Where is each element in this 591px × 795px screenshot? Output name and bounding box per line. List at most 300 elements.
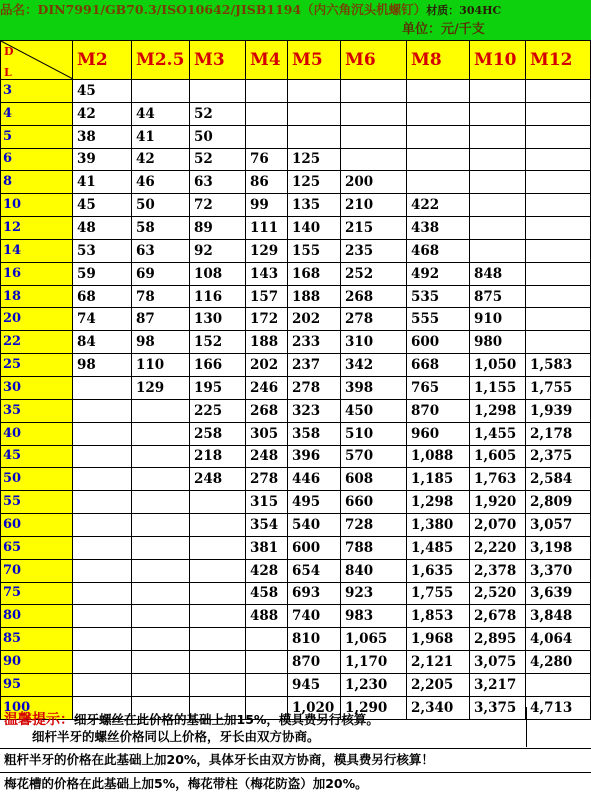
length-cell: 8 — [1, 171, 73, 194]
price-cell: 398 — [341, 376, 407, 399]
price-cell: 143 — [246, 262, 288, 285]
length-cell: 100 — [1, 696, 73, 719]
table-row — [1, 217, 591, 240]
price-cell: 125 — [288, 171, 341, 194]
price-cell: 41 — [132, 125, 190, 148]
price-cell: 2,178 — [526, 422, 591, 445]
price-cell: 3,217 — [470, 673, 526, 696]
price-cell: 50 — [190, 125, 246, 148]
price-cell: 87 — [132, 308, 190, 331]
price-cell: 342 — [341, 354, 407, 377]
length-cell: 45 — [1, 445, 73, 468]
price-cell — [132, 605, 190, 628]
table-row — [1, 331, 591, 354]
product-label: 品名：DIN7991/GB70.3/ISO10642/JISB1194（内六角沉头机螺钉） — [0, 2, 427, 17]
price-cell: 1,635 — [407, 559, 470, 582]
length-cell: 20 — [1, 308, 73, 331]
price-cell — [341, 125, 407, 148]
price-cell — [73, 376, 132, 399]
price-cell: 2,378 — [470, 559, 526, 582]
price-cell: 278 — [246, 468, 288, 491]
price-cell: 2,678 — [470, 605, 526, 628]
length-label: L — [4, 66, 12, 79]
price-cell: 268 — [246, 399, 288, 422]
price-cell — [190, 80, 246, 103]
price-cell — [341, 80, 407, 103]
length-cell: 4 — [1, 102, 73, 125]
price-cell — [73, 399, 132, 422]
price-cell: 870 — [288, 651, 341, 674]
price-cell — [190, 605, 246, 628]
price-cell: 268 — [341, 285, 407, 308]
price-cell — [526, 80, 591, 103]
price-cell — [132, 651, 190, 674]
price-cell: 248 — [246, 445, 288, 468]
table-row — [1, 559, 591, 582]
price-cell: 600 — [288, 536, 341, 559]
length-cell: 70 — [1, 559, 73, 582]
price-cell: 202 — [288, 308, 341, 331]
price-cell: 358 — [288, 422, 341, 445]
length-cell: 6 — [1, 148, 73, 171]
price-cell: 960 — [407, 422, 470, 445]
price-cell: 111 — [246, 217, 288, 240]
table-row — [1, 605, 591, 628]
price-cell — [73, 651, 132, 674]
length-cell: 40 — [1, 422, 73, 445]
price-cell — [132, 514, 190, 537]
price-table — [0, 40, 591, 720]
price-cell: 248 — [190, 468, 246, 491]
price-cell: 52 — [190, 102, 246, 125]
price-cell: 218 — [190, 445, 246, 468]
price-cell: 555 — [407, 308, 470, 331]
price-cell: 258 — [190, 422, 246, 445]
length-cell: 14 — [1, 239, 73, 262]
price-cell: 1,605 — [470, 445, 526, 468]
price-cell: 1,170 — [341, 651, 407, 674]
price-cell — [341, 102, 407, 125]
price-cell: 495 — [288, 491, 341, 514]
price-cell: 215 — [341, 217, 407, 240]
size-header: M12 — [526, 41, 591, 80]
price-cell — [407, 102, 470, 125]
price-cell: 39 — [73, 148, 132, 171]
price-cell — [73, 491, 132, 514]
length-cell: 60 — [1, 514, 73, 537]
size-header: M2 — [73, 41, 132, 80]
price-cell — [73, 673, 132, 696]
price-cell — [470, 125, 526, 148]
price-cell — [526, 148, 591, 171]
price-cell: 600 — [407, 331, 470, 354]
price-cell: 1,939 — [526, 399, 591, 422]
price-cell: 52 — [190, 148, 246, 171]
price-cell — [73, 536, 132, 559]
price-cell — [526, 331, 591, 354]
price-cell — [470, 239, 526, 262]
price-cell: 4,280 — [526, 651, 591, 674]
length-cell: 12 — [1, 217, 73, 240]
table-row — [1, 673, 591, 696]
price-cell: 125 — [288, 148, 341, 171]
price-cell: 45 — [73, 80, 132, 103]
table-row — [1, 148, 591, 171]
price-cell — [190, 651, 246, 674]
price-cell — [132, 536, 190, 559]
length-cell: 80 — [1, 605, 73, 628]
price-cell — [526, 217, 591, 240]
price-cell: 2,520 — [470, 582, 526, 605]
price-cell: 38 — [73, 125, 132, 148]
price-cell: 252 — [341, 262, 407, 285]
price-cell: 129 — [246, 239, 288, 262]
table-row — [1, 80, 591, 103]
price-cell — [190, 491, 246, 514]
length-cell: 3 — [1, 80, 73, 103]
length-cell: 25 — [1, 354, 73, 377]
price-cell: 870 — [407, 399, 470, 422]
price-cell: 910 — [470, 308, 526, 331]
length-cell: 55 — [1, 491, 73, 514]
price-cell: 2,205 — [407, 673, 470, 696]
length-cell: 16 — [1, 262, 73, 285]
price-cell: 3,075 — [470, 651, 526, 674]
price-cell: 157 — [246, 285, 288, 308]
price-cell — [407, 80, 470, 103]
price-cell: 188 — [246, 331, 288, 354]
price-cell: 1,920 — [470, 491, 526, 514]
price-cell: 765 — [407, 376, 470, 399]
price-cell — [132, 399, 190, 422]
price-cell: 135 — [288, 194, 341, 217]
size-header: M2.5 — [132, 41, 190, 80]
price-cell: 58 — [132, 217, 190, 240]
price-cell — [407, 125, 470, 148]
price-cell — [407, 148, 470, 171]
price-cell: 41 — [73, 171, 132, 194]
price-cell — [341, 148, 407, 171]
price-cell — [526, 262, 591, 285]
price-cell: 210 — [341, 194, 407, 217]
price-cell: 48 — [73, 217, 132, 240]
price-cell: 446 — [288, 468, 341, 491]
table-row — [1, 262, 591, 285]
price-cell: 3,639 — [526, 582, 591, 605]
price-cell: 2,895 — [470, 628, 526, 651]
price-cell: 492 — [407, 262, 470, 285]
price-cell: 3,370 — [526, 559, 591, 582]
price-cell: 2,340 — [407, 696, 470, 719]
price-cell: 848 — [470, 262, 526, 285]
price-cell: 305 — [246, 422, 288, 445]
price-cell: 983 — [341, 605, 407, 628]
price-cell: 693 — [288, 582, 341, 605]
price-cell: 78 — [132, 285, 190, 308]
price-cell — [132, 80, 190, 103]
price-cell — [190, 559, 246, 582]
price-cell: 278 — [288, 376, 341, 399]
divider — [526, 707, 527, 747]
header-row — [1, 41, 591, 80]
price-cell — [526, 673, 591, 696]
price-cell — [73, 628, 132, 651]
price-cell: 668 — [407, 354, 470, 377]
price-cell: 86 — [246, 171, 288, 194]
unit-bar — [0, 20, 591, 40]
price-cell: 1,485 — [407, 536, 470, 559]
price-cell — [246, 125, 288, 148]
price-cell: 396 — [288, 445, 341, 468]
length-cell: 50 — [1, 468, 73, 491]
price-cell: 152 — [190, 331, 246, 354]
note-torx: 梅花槽的价格在此基础上加5%，梅花带柱（梅花防盗）加20%。 — [0, 772, 591, 795]
price-cell — [246, 80, 288, 103]
price-cell: 246 — [246, 376, 288, 399]
price-cell: 810 — [288, 628, 341, 651]
price-cell: 1,290 — [341, 696, 407, 719]
price-cell — [288, 102, 341, 125]
price-cell: 310 — [341, 331, 407, 354]
price-cell: 92 — [190, 239, 246, 262]
tip-line-1: 细牙螺丝在此价格的基础上加15%，模具费另行核算。 — [74, 712, 379, 727]
price-cell: 3,375 — [470, 696, 526, 719]
price-cell: 2,070 — [470, 514, 526, 537]
length-cell: 18 — [1, 285, 73, 308]
price-cell: 510 — [341, 422, 407, 445]
price-cell: 458 — [246, 582, 288, 605]
price-cell: 450 — [341, 399, 407, 422]
table-row — [1, 628, 591, 651]
price-cell — [190, 514, 246, 537]
price-cell — [246, 102, 288, 125]
price-cell: 172 — [246, 308, 288, 331]
price-cell: 2,220 — [470, 536, 526, 559]
price-cell — [73, 559, 132, 582]
table-row — [1, 194, 591, 217]
price-cell — [73, 445, 132, 468]
price-cell: 660 — [341, 491, 407, 514]
length-cell: 65 — [1, 536, 73, 559]
price-cell: 98 — [73, 354, 132, 377]
length-cell: 10 — [1, 194, 73, 217]
price-cell — [246, 673, 288, 696]
note-half-thread: 粗杆半牙的价格在此基础上加20%，具体牙长由双方协商，模具费另行核算！ — [0, 748, 591, 771]
price-cell: 69 — [132, 262, 190, 285]
price-cell: 945 — [288, 673, 341, 696]
price-cell: 428 — [246, 559, 288, 582]
price-cell: 1,020 — [288, 696, 341, 719]
price-cell: 354 — [246, 514, 288, 537]
price-cell — [73, 514, 132, 537]
table-row — [1, 285, 591, 308]
price-cell: 166 — [190, 354, 246, 377]
price-cell: 2,809 — [526, 491, 591, 514]
price-cell: 225 — [190, 399, 246, 422]
price-cell — [132, 559, 190, 582]
price-cell: 488 — [246, 605, 288, 628]
price-cell — [190, 582, 246, 605]
table-row — [1, 582, 591, 605]
price-cell — [132, 468, 190, 491]
table-row — [1, 491, 591, 514]
price-cell: 923 — [341, 582, 407, 605]
price-cell — [470, 194, 526, 217]
table-row — [1, 125, 591, 148]
price-cell — [132, 628, 190, 651]
price-cell: 108 — [190, 262, 246, 285]
price-cell: 195 — [190, 376, 246, 399]
price-cell: 4,713 — [526, 696, 591, 719]
size-header: M4 — [246, 41, 288, 80]
length-cell: 85 — [1, 628, 73, 651]
size-header: M5 — [288, 41, 341, 80]
price-cell — [526, 285, 591, 308]
price-cell: 3,057 — [526, 514, 591, 537]
price-cell: 98 — [132, 331, 190, 354]
price-cell — [190, 673, 246, 696]
tip-label: 温馨提示： — [4, 712, 74, 728]
price-cell: 1,583 — [526, 354, 591, 377]
table-row — [1, 239, 591, 262]
price-cell — [526, 171, 591, 194]
price-cell: 1,853 — [407, 605, 470, 628]
price-cell: 1,755 — [407, 582, 470, 605]
price-cell — [132, 445, 190, 468]
price-cell: 42 — [132, 148, 190, 171]
price-cell — [73, 605, 132, 628]
price-cell: 1,230 — [341, 673, 407, 696]
size-header: M8 — [407, 41, 470, 80]
price-cell — [470, 102, 526, 125]
price-cell: 129 — [132, 376, 190, 399]
price-cell: 45 — [73, 194, 132, 217]
price-cell: 278 — [341, 308, 407, 331]
price-cell: 200 — [341, 171, 407, 194]
length-cell: 75 — [1, 582, 73, 605]
price-cell — [246, 651, 288, 674]
price-cell — [526, 308, 591, 331]
price-cell: 381 — [246, 536, 288, 559]
price-cell: 140 — [288, 217, 341, 240]
price-cell: 89 — [190, 217, 246, 240]
price-cell: 980 — [470, 331, 526, 354]
price-cell: 438 — [407, 217, 470, 240]
length-cell: 35 — [1, 399, 73, 422]
price-cell: 76 — [246, 148, 288, 171]
price-cell: 63 — [190, 171, 246, 194]
price-cell: 84 — [73, 331, 132, 354]
length-cell: 22 — [1, 331, 73, 354]
table-row — [1, 445, 591, 468]
price-cell: 788 — [341, 536, 407, 559]
price-cell — [526, 194, 591, 217]
price-cell — [407, 171, 470, 194]
price-cell: 59 — [73, 262, 132, 285]
table-row — [1, 536, 591, 559]
price-cell: 99 — [246, 194, 288, 217]
price-cell: 2,375 — [526, 445, 591, 468]
price-cell: 422 — [407, 194, 470, 217]
price-cell: 155 — [288, 239, 341, 262]
price-cell — [132, 422, 190, 445]
table-row — [1, 468, 591, 491]
title-bar — [0, 0, 591, 20]
diameter-label: D — [4, 45, 14, 58]
price-cell: 840 — [341, 559, 407, 582]
price-cell — [73, 468, 132, 491]
price-cell: 110 — [132, 354, 190, 377]
table-row — [1, 354, 591, 377]
price-cell: 1,380 — [407, 514, 470, 537]
price-cell: 1,755 — [526, 376, 591, 399]
price-cell: 4,064 — [526, 628, 591, 651]
price-cell: 68 — [73, 285, 132, 308]
price-cell: 50 — [132, 194, 190, 217]
price-cell: 1,298 — [470, 399, 526, 422]
price-cell: 168 — [288, 262, 341, 285]
price-cell: 535 — [407, 285, 470, 308]
table-row — [1, 399, 591, 422]
price-cell: 740 — [288, 605, 341, 628]
price-cell — [190, 628, 246, 651]
price-cell: 235 — [341, 239, 407, 262]
price-cell — [132, 491, 190, 514]
table-row — [1, 376, 591, 399]
tip-line-2: 细杆半牙的螺丝价格同以上价格，牙长由双方协商。 — [32, 729, 320, 744]
table-row — [1, 514, 591, 537]
price-cell: 74 — [73, 308, 132, 331]
price-cell — [73, 422, 132, 445]
price-cell: 1,088 — [407, 445, 470, 468]
table-row — [1, 308, 591, 331]
price-cell: 1,065 — [341, 628, 407, 651]
tip-note — [0, 707, 526, 747]
price-cell: 728 — [341, 514, 407, 537]
table-row — [1, 102, 591, 125]
price-cell: 237 — [288, 354, 341, 377]
material-label: 材质：304HC — [426, 4, 502, 17]
size-header: M6 — [341, 41, 407, 80]
table-row — [1, 422, 591, 445]
price-cell: 540 — [288, 514, 341, 537]
price-cell: 44 — [132, 102, 190, 125]
price-cell: 608 — [341, 468, 407, 491]
length-cell: 30 — [1, 376, 73, 399]
price-cell: 875 — [470, 285, 526, 308]
price-cell: 130 — [190, 308, 246, 331]
length-cell: 95 — [1, 673, 73, 696]
price-cell: 570 — [341, 445, 407, 468]
price-cell: 116 — [190, 285, 246, 308]
unit-label: 单位：元/千支 — [402, 22, 485, 37]
price-cell: 468 — [407, 239, 470, 262]
price-cell — [470, 217, 526, 240]
price-cell: 1,763 — [470, 468, 526, 491]
price-cell — [288, 125, 341, 148]
price-cell: 654 — [288, 559, 341, 582]
price-cell — [526, 102, 591, 125]
length-cell: 5 — [1, 125, 73, 148]
price-cell: 188 — [288, 285, 341, 308]
price-cell — [470, 80, 526, 103]
price-cell — [470, 148, 526, 171]
price-cell: 1,185 — [407, 468, 470, 491]
price-cell: 46 — [132, 171, 190, 194]
price-cell: 3,198 — [526, 536, 591, 559]
table-row — [1, 171, 591, 194]
price-cell: 63 — [132, 239, 190, 262]
